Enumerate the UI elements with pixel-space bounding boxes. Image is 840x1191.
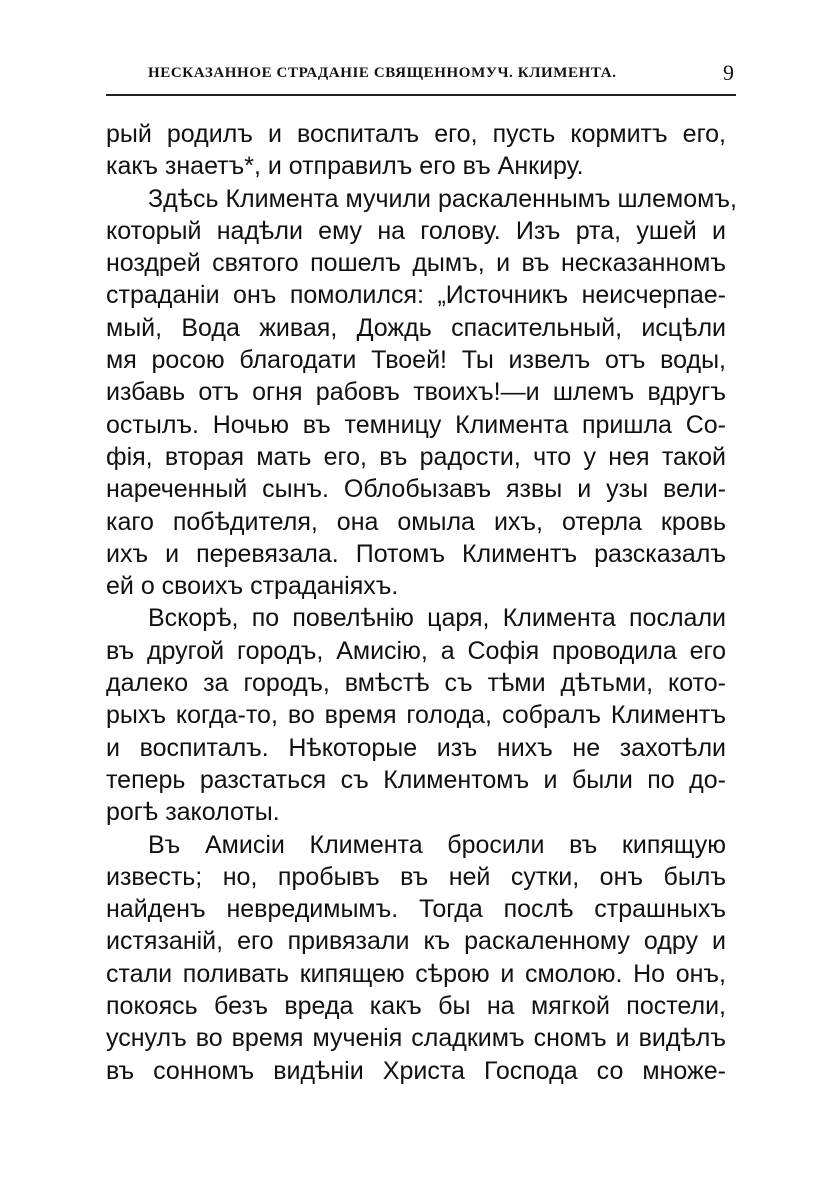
text-line: фія, вторая мать его, въ радости, что у нея такой <box>106 442 726 471</box>
text-line: какъ знаетъ*, и отправилъ его въ Анкиру. <box>106 152 584 181</box>
text-line: ихъ и перевязала. Потомъ Климентъ разсказалъ <box>106 539 726 568</box>
header-rule <box>106 94 736 96</box>
running-head <box>106 58 736 88</box>
text-line: уснулъ во время мученія сладкимъ сномъ и видѣлъ <box>106 1024 726 1053</box>
text-line: далеко за городъ, вмѣстѣ съ тѣми дѣтьми, кото- <box>106 669 726 698</box>
text-line: въ другой городъ, Амисію, а Софія проводила его <box>106 636 726 665</box>
text-line: нареченный сынъ. Облобызавъ язвы и узы вели- <box>106 475 726 504</box>
text-line: ей о своихъ страданіяхъ. <box>106 572 399 601</box>
text-line: мя росою благодати Твоей! Ты извелъ отъ воды, <box>106 346 726 375</box>
text-line: въ сонномъ видѣніи Христа Господа со множе- <box>106 1056 726 1085</box>
running-title: НЕСКАЗАННОЕ СТРАДАНІЕ СВЯЩЕННОМУЧ. КЛИМЕНТА. <box>148 65 617 81</box>
text-line: ноздрей святого пошелъ дымъ, и въ несказанномъ <box>106 249 726 278</box>
text-line: известь; но, пробывъ въ ней сутки, онъ былъ <box>106 862 726 891</box>
text-line: страданіи онъ помолился: „Источникъ неисчерпае- <box>106 281 726 310</box>
text-line: стали поливать кипящею сѣрою и смолою. Но онъ, <box>106 959 726 988</box>
text-line: каго побѣдителя, она омыла ихъ, отерла кровь <box>106 507 726 536</box>
text-line: Здѣсь Климента мучили раскаленнымъ шлемомъ, <box>148 184 737 213</box>
page-number: 9 <box>723 60 734 85</box>
text-line: рыхъ когда-то, во время голода, собралъ Климентъ <box>106 701 726 730</box>
text-line: рый родилъ и воспиталъ его, пусть кормитъ его, <box>106 120 726 148</box>
text-line: избавь отъ огня рабовъ твоихъ!—и шлемъ вдругъ <box>106 378 726 407</box>
text-line: Въ Амисіи Климента бросили въ кипящую <box>148 830 726 859</box>
text-line: остылъ. Ночью въ темницу Климента пришла Со- <box>106 410 726 439</box>
body-text <box>106 118 737 1087</box>
text-line: мый, Вода живая, Дождь спасительный, исцѣли <box>106 313 726 342</box>
text-line: Вскорѣ, по повелѣнію царя, Климента послали <box>148 604 726 633</box>
text-line: истязаній, его привязали къ раскаленному одру и <box>106 927 726 956</box>
text-line: найденъ невредимымъ. Тогда послѣ страшныхъ <box>106 895 726 924</box>
text-line: рогѣ заколоты. <box>106 798 280 827</box>
text-line: покоясь безъ вреда какъ бы на мягкой постели, <box>106 992 726 1021</box>
text-line: который надѣли ему на голову. Изъ рта, ушей и <box>106 216 726 245</box>
text-line: и воспиталъ. Нѣкоторые изъ нихъ не захотѣли <box>106 733 726 762</box>
text-line: теперь разстаться съ Климентомъ и были по до- <box>106 765 726 794</box>
